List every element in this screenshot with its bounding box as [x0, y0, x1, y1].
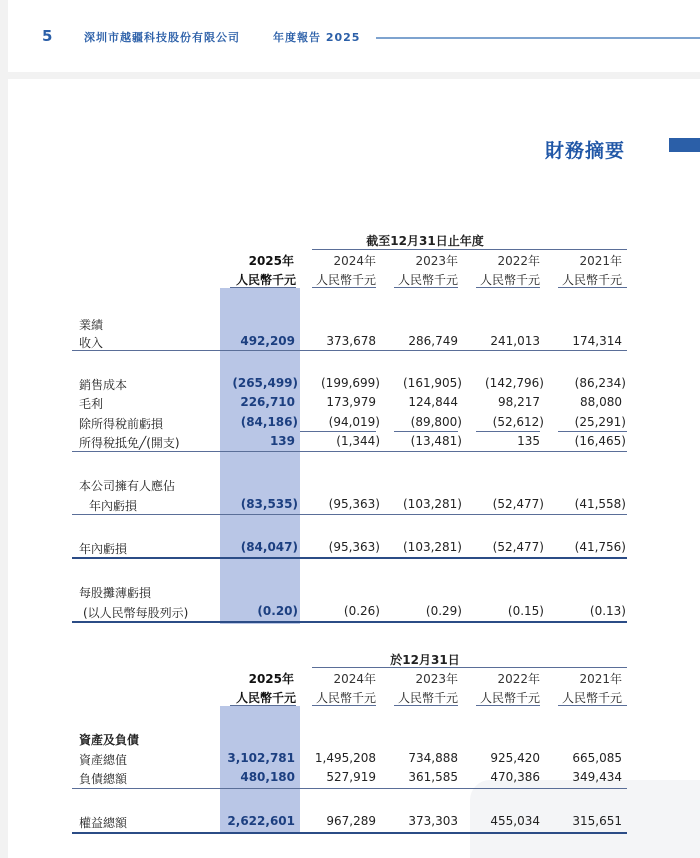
cell-underline — [300, 431, 376, 432]
row-label: 所得稅抵免╱(開支) — [79, 436, 180, 450]
unit-header: 人民幣千元 — [315, 273, 376, 287]
unit-header: 人民幣千元 — [397, 691, 458, 705]
row-label: 年內虧損 — [79, 542, 128, 556]
cell-2023: (161,905) — [403, 376, 462, 390]
row-divider — [72, 350, 627, 351]
cell-2021: (0.13) — [589, 604, 626, 618]
group-label: 業績 — [79, 318, 104, 332]
cell-2021: 88,080 — [580, 395, 622, 409]
report-title: 年度報告 2025 — [273, 31, 361, 44]
year-header: 2024年 — [333, 254, 376, 268]
year-header: 2023年 — [415, 254, 458, 268]
cell-2023: (89,800) — [410, 415, 462, 429]
cell-underline — [394, 431, 458, 432]
unit-underline — [394, 705, 458, 706]
row-label: 銷售成本 — [79, 378, 128, 392]
row-label: 除所得稅前虧損 — [79, 417, 164, 431]
unit-header: 人民幣千元 — [479, 273, 540, 287]
cell-2025: 492,209 — [240, 334, 295, 348]
cell-2024: 373,678 — [326, 334, 376, 348]
year-header: 2025年 — [248, 672, 294, 686]
cell-2021: (41,558) — [574, 497, 626, 511]
cell-2023: 124,844 — [408, 395, 458, 409]
cell-2024: (199,699) — [321, 376, 380, 390]
unit-underline — [476, 287, 540, 288]
unit-header: 人民幣千元 — [479, 691, 540, 705]
cell-2023: (103,281) — [403, 497, 462, 511]
year-header: 2024年 — [333, 672, 376, 686]
unit-underline — [558, 287, 627, 288]
cell-2021: (16,465) — [574, 434, 626, 448]
row-label: 資產總值 — [79, 753, 128, 767]
cell-2022: 925,420 — [490, 751, 540, 765]
cell-2021: 174,314 — [572, 334, 622, 348]
cell-2021: (86,234) — [574, 376, 626, 390]
cell-2022: 455,034 — [490, 814, 540, 828]
section-title: 財務摘要 — [545, 140, 626, 162]
total-divider — [72, 832, 627, 834]
cell-2025: (84,047) — [240, 540, 298, 554]
cell-2023: 373,303 — [408, 814, 458, 828]
unit-header: 人民幣千元 — [235, 691, 296, 705]
cell-2022: 98,217 — [498, 395, 540, 409]
cell-2024: 173,979 — [326, 395, 376, 409]
cell-2022: (0.15) — [507, 604, 544, 618]
company-name: 深圳市越疆科技股份有限公司 — [84, 31, 240, 44]
unit-header: 人民幣千元 — [561, 691, 622, 705]
cell-2025: 3,102,781 — [227, 751, 295, 765]
cell-2025: (0.20) — [257, 604, 298, 618]
cell-2023: 734,888 — [408, 751, 458, 765]
year-header: 2023年 — [415, 672, 458, 686]
cell-2025: (84,186) — [240, 415, 298, 429]
cell-2023: 361,585 — [408, 770, 458, 784]
cell-2023: 286,749 — [408, 334, 458, 348]
cell-2024: (95,363) — [328, 497, 380, 511]
cell-2022: (142,796) — [485, 376, 544, 390]
unit-underline — [394, 287, 458, 288]
row-label: 收入 — [79, 336, 104, 350]
cell-2025: (83,535) — [240, 497, 298, 511]
cell-2025: 139 — [269, 434, 295, 448]
row-label: 本公司擁有人應佔 — [79, 479, 176, 493]
cell-2024: 967,289 — [326, 814, 376, 828]
year-header: 2022年 — [497, 672, 540, 686]
unit-header: 人民幣千元 — [561, 273, 622, 287]
year-header: 2025年 — [248, 254, 294, 268]
section-marker — [669, 138, 700, 152]
year-header: 2022年 — [497, 254, 540, 268]
unit-underline — [312, 287, 376, 288]
cell-2022: (52,477) — [492, 497, 544, 511]
year-header: 2021年 — [579, 254, 622, 268]
row-label: (以人民幣每股列示) — [83, 606, 189, 620]
unit-underline — [230, 705, 296, 706]
unit-header: 人民幣千元 — [397, 273, 458, 287]
row-label: 權益總額 — [79, 816, 128, 830]
row-label: 毛利 — [79, 397, 104, 411]
cell-2024: (1,344) — [336, 434, 380, 448]
row-label: 負債總額 — [79, 772, 128, 786]
cell-2024: (94,019) — [328, 415, 380, 429]
page-header — [8, 0, 700, 72]
cell-2025: 2,622,601 — [227, 814, 295, 828]
cell-2022: (52,612) — [492, 415, 544, 429]
year-header: 2021年 — [579, 672, 622, 686]
unit-underline — [558, 705, 627, 706]
cell-underline — [476, 431, 540, 432]
row-label: 年內虧損 — [89, 499, 138, 513]
unit-header: 人民幣千元 — [235, 273, 296, 287]
cell-2023: (103,281) — [403, 540, 462, 554]
cell-2024: 1,495,208 — [314, 751, 376, 765]
unit-underline — [476, 705, 540, 706]
unit-underline — [312, 705, 376, 706]
cell-2021: (41,756) — [574, 540, 626, 554]
cell-underline — [558, 431, 627, 432]
cell-2022: 241,013 — [490, 334, 540, 348]
cell-2021: 349,434 — [572, 770, 622, 784]
row-divider — [72, 788, 627, 789]
cell-2022: 135 — [517, 434, 540, 448]
cell-2022: 470,386 — [490, 770, 540, 784]
cell-2023: (13,481) — [410, 434, 462, 448]
total-divider — [72, 621, 627, 623]
period-underline — [312, 667, 627, 668]
header-rule — [376, 37, 700, 39]
row-divider — [72, 514, 627, 515]
cell-2025: 226,710 — [240, 395, 295, 409]
period-heading: 於12月31日 — [390, 653, 460, 667]
cell-2024: (95,363) — [328, 540, 380, 554]
period-underline — [312, 249, 627, 250]
group-label: 資產及負債 — [79, 733, 140, 747]
cell-2022: (52,477) — [492, 540, 544, 554]
unit-underline — [230, 287, 296, 288]
cell-2021: 315,651 — [572, 814, 622, 828]
cell-2021: 665,085 — [572, 751, 622, 765]
cell-2021: (25,291) — [574, 415, 626, 429]
cell-2024: (0.26) — [343, 604, 380, 618]
row-divider — [72, 451, 627, 452]
cell-2024: 527,919 — [326, 770, 376, 784]
total-divider — [72, 557, 627, 559]
cell-2025: (265,499) — [232, 376, 298, 390]
cell-2023: (0.29) — [425, 604, 462, 618]
period-heading: 截至12月31日止年度 — [366, 234, 484, 248]
unit-header: 人民幣千元 — [315, 691, 376, 705]
cell-2025: 480,180 — [240, 770, 295, 784]
page-number: 5 — [42, 27, 53, 45]
row-label: 每股攤薄虧損 — [79, 586, 152, 600]
